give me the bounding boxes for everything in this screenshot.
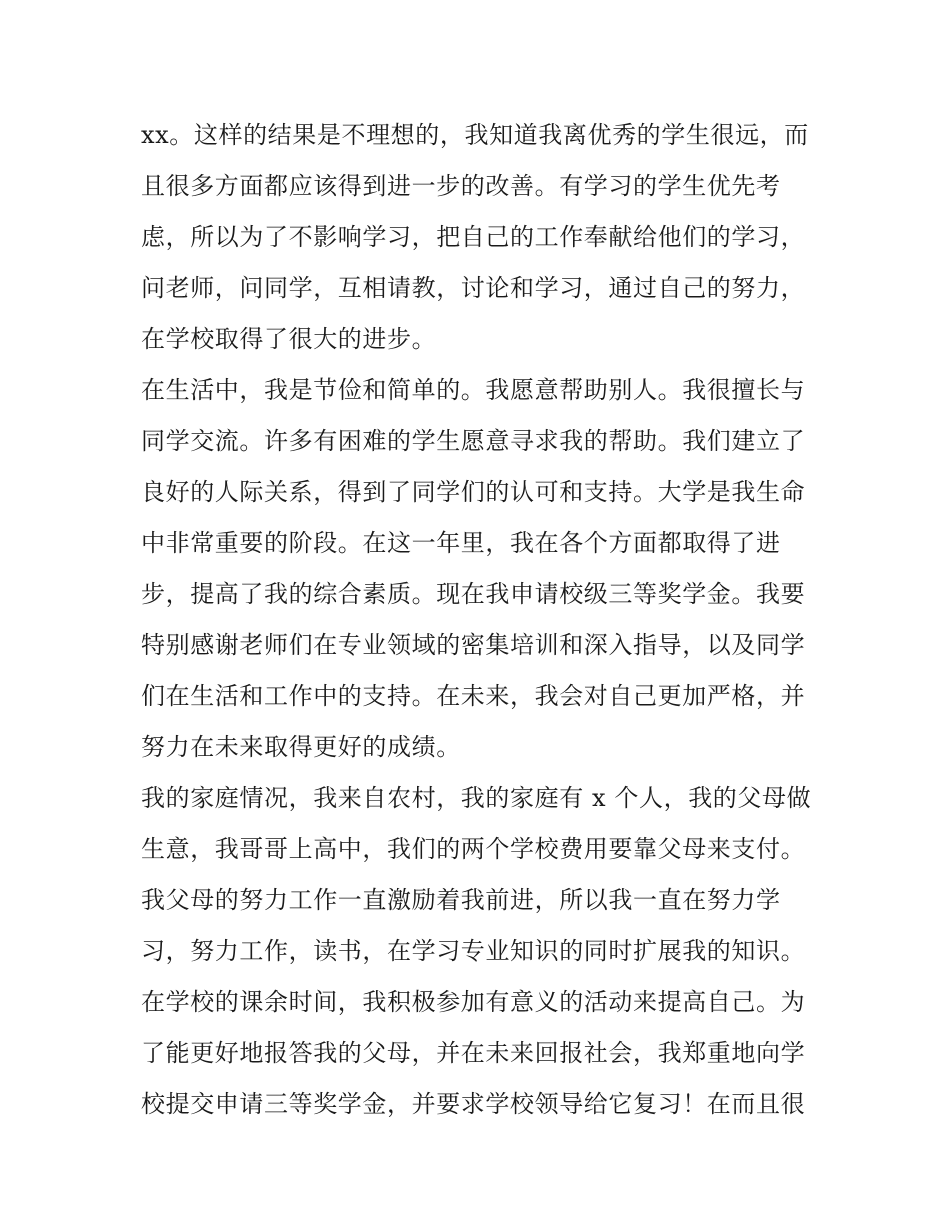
text-line: 习，努力工作，读书，在学习专业知识的同时扩展我的知识。 xyxy=(141,937,806,965)
text-line: 问老师，问同学，互相请教，讨论和学习，通过自己的努力， xyxy=(141,274,806,302)
text-line: 们在生活和工作中的支持。在未来，我会对自己更加严格，并 xyxy=(141,682,806,710)
text-line: 特别感谢老师们在专业领域的密集培训和深入指导，以及同学 xyxy=(141,631,806,659)
text-line: 中非常重要的阶段。在这一年里，我在各个方面都取得了进 xyxy=(141,529,781,557)
text-line: 在生活中，我是节俭和简单的。我愿意帮助别人。我很擅长与 xyxy=(141,376,806,404)
text-line: xx。这样的结果是不理想的，我知道我离优秀的学生很远，而 xyxy=(141,121,809,149)
text-line: 虑，所以为了不影响学习，把自己的工作奉献给他们的学习， xyxy=(141,223,806,251)
text-line: 步，提高了我的综合素质。现在我申请校级三等奖学金。我要 xyxy=(141,580,806,608)
text-line: 我父母的努力工作一直激励着我前进，所以我一直在努力学 xyxy=(141,886,781,914)
text-line: 在学校取得了很大的进步。 xyxy=(141,325,437,353)
text-line: 努力在未来取得更好的成绩。 xyxy=(141,733,461,761)
text-line: 同学交流。许多有困难的学生愿意寻求我的帮助。我们建立了 xyxy=(141,427,806,455)
text-line: 生意，我哥哥上高中，我们的两个学校费用要靠父母来支付。 xyxy=(141,835,806,863)
text-line: 我的家庭情况，我来自农村，我的家庭有 x 个人，我的父母做 xyxy=(141,784,812,812)
text-line: 校提交申请三等奖学金，并要求学校领导给它复习！在而且很 xyxy=(141,1090,806,1118)
text-line: 且很多方面都应该得到进一步的改善。有学习的学生优先考 xyxy=(141,172,781,200)
text-line: 在学校的课余时间，我积极参加有意义的活动来提高自己。为 xyxy=(141,988,806,1016)
text-line: 了能更好地报答我的父母，并在未来回报社会，我郑重地向学 xyxy=(141,1039,806,1067)
text-line: 良好的人际关系，得到了同学们的认可和支持。大学是我生命 xyxy=(141,478,806,506)
body-text xyxy=(141,110,813,1130)
